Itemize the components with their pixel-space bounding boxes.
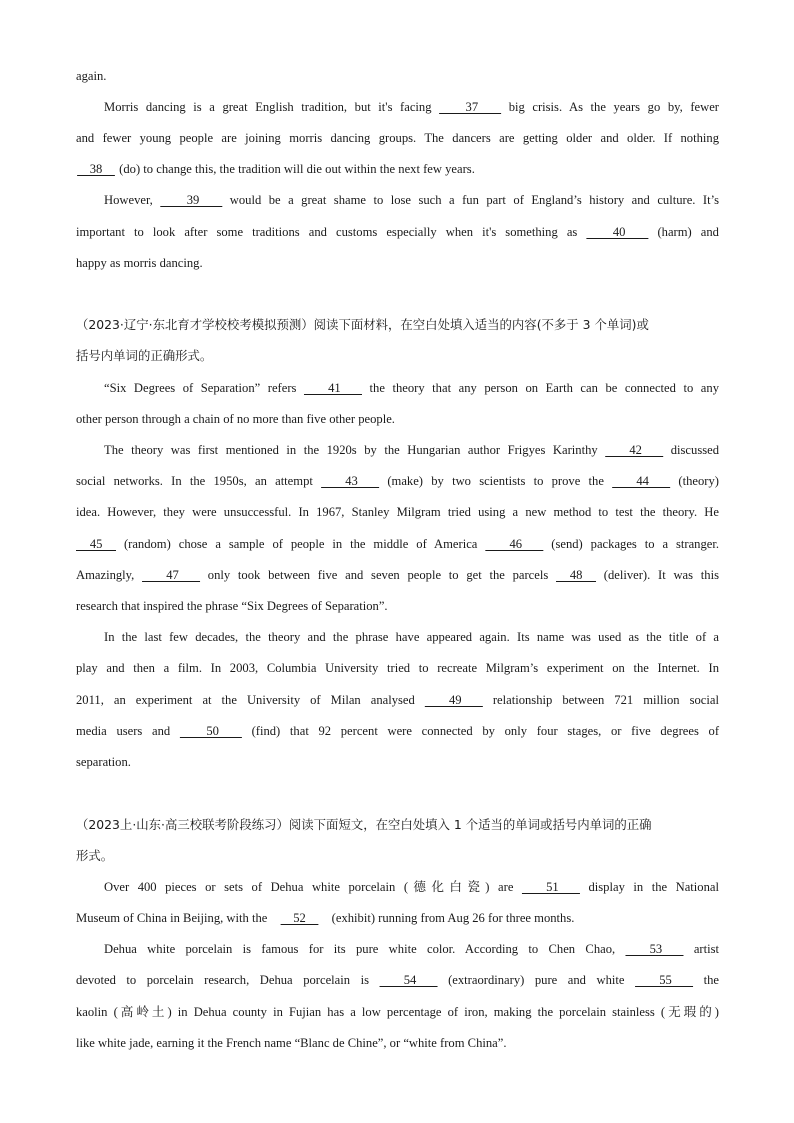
text: display in the National xyxy=(588,880,719,894)
blank-41[interactable]: 41 xyxy=(303,381,362,395)
text: important to look after some traditions and customs especially when it's something as xyxy=(76,225,578,239)
p2-para2-line1 xyxy=(104,442,719,458)
text: the xyxy=(703,973,719,987)
text: artist xyxy=(693,942,719,956)
text: (exhibit) running from Aug 26 for three months. xyxy=(331,911,575,925)
p1-para2-line2 xyxy=(76,224,719,240)
p2-para3-line5: separation. xyxy=(76,755,131,769)
blank-38[interactable]: 38 xyxy=(77,162,115,176)
text: (send) packages to a stranger. xyxy=(551,537,719,551)
text: The theory was first mentioned in the 1920s by the Hungarian author Frigyes Karinthy xyxy=(104,443,598,457)
text: the theory that any person on Earth can be connected to any xyxy=(369,381,719,395)
blank-55[interactable]: 55 xyxy=(635,973,694,987)
text: Dehua white porcelain is famous for its pure white color. According to Chen Chao, xyxy=(104,942,616,956)
text: (make) by two scientists to prove the xyxy=(387,474,604,488)
text: Amazingly, xyxy=(76,568,135,582)
p1-para2-line1 xyxy=(104,192,719,208)
blank-53[interactable]: 53 xyxy=(625,942,684,956)
text: would be a great shame to lose such a fun part of England’s history and culture. It’s xyxy=(229,193,719,207)
p2-para3-line4 xyxy=(76,723,719,739)
p1-para1-line1 xyxy=(104,99,719,115)
passage1-tail: again. xyxy=(76,69,107,83)
p2-para2-line4 xyxy=(76,536,719,552)
text: (deliver). It was this xyxy=(603,568,719,582)
p3-para2-line3: kaolin (高岭土) in Dehua county in Fujian has a low percentage of iron, making the porcelain stainless (无瑕的) xyxy=(76,1005,719,1019)
blank-51[interactable]: 51 xyxy=(521,880,580,894)
blank-45[interactable]: 45 xyxy=(76,537,116,551)
passage2-heading-line1: （2023·辽宁·东北育才学校校考模拟预测）阅读下面材料，在空白处填入适当的内容(不多于 3 个单词)或 xyxy=(76,317,649,332)
p2-para2-line2 xyxy=(76,473,719,489)
blank-48[interactable]: 48 xyxy=(556,568,597,582)
p2-para3-line2: play and then a film. In 2003, Columbia University tried to recreate Milgram’s experiment on the Internet. In xyxy=(76,661,719,675)
text: “Six Degrees of Separation” refers xyxy=(104,381,297,395)
text: (harm) and xyxy=(657,225,719,239)
text: devoted to porcelain research, Dehua porcelain is xyxy=(76,973,369,987)
text: Morris dancing is a great English tradition, but it's facing xyxy=(104,100,432,114)
blank-52[interactable]: 52 xyxy=(280,911,319,925)
text: (find) that 92 percent were connected by only four stages, or five degrees of xyxy=(251,724,720,738)
p1-para2-line3: happy as morris dancing. xyxy=(76,256,203,270)
passage2-heading-line2: 括号内单词的正确形式。 xyxy=(76,348,213,363)
passage3-heading-line2: 形式。 xyxy=(76,848,114,863)
text: (theory) xyxy=(678,474,719,488)
blank-46[interactable]: 46 xyxy=(485,537,544,551)
text: only took between five and seven people to get the parcels xyxy=(207,568,549,582)
text: Museum of China in Beijing, with the xyxy=(76,911,268,925)
text: However, xyxy=(104,193,153,207)
blank-37[interactable]: 37 xyxy=(439,100,502,114)
p2-para3-line1: In the last few decades, the theory and the phrase have appeared again. Its name was used as the title of a xyxy=(104,630,719,644)
text: 2011, an experiment at the University of Milan analysed xyxy=(76,693,415,707)
text: social networks. In the 1950s, an attempt xyxy=(76,474,313,488)
p2-para2-line5 xyxy=(76,567,719,583)
p1-para1-line2: and fewer young people are joining morris dancing groups. The dancers are getting older and older. If nothing xyxy=(76,131,719,145)
text: discussed xyxy=(670,443,720,457)
p3-para2-line2 xyxy=(76,972,719,988)
p2-para3-line3 xyxy=(76,692,719,708)
text: (random) chose a sample of people in the middle of America xyxy=(123,537,478,551)
text: (extraordinary) pure and white xyxy=(448,973,625,987)
text: relationship between 721 million social xyxy=(492,693,719,707)
p2-para2-line3: idea. However, they were unsuccessful. In 1967, Stanley Milgram tried using a new method to test the theory. He xyxy=(76,505,719,519)
p2-para1-line1 xyxy=(104,380,719,396)
text: big crisis. As the years go by, fewer xyxy=(508,100,719,114)
text: media users and xyxy=(76,724,171,738)
blank-40[interactable]: 40 xyxy=(586,225,649,239)
blank-50[interactable]: 50 xyxy=(179,724,242,738)
p2-para2-line6: research that inspired the phrase “Six Degrees of Separation”. xyxy=(76,599,388,613)
blank-44[interactable]: 44 xyxy=(612,474,671,488)
blank-47[interactable]: 47 xyxy=(142,568,201,582)
p1-para1-line3 xyxy=(76,161,719,177)
p2-para1-line2: other person through a chain of no more than five other people. xyxy=(76,412,395,426)
p3-para1-line1 xyxy=(104,879,719,895)
blank-49[interactable]: 49 xyxy=(424,693,483,707)
blank-43[interactable]: 43 xyxy=(321,474,380,488)
text: Over 400 pieces or sets of Dehua white porcelain (德化白瓷) are xyxy=(104,880,514,894)
passage3-heading-line1: （2023上·山东·高三校联考阶段练习）阅读下面短文，在空白处填入 1 个适当的单词或括号内单词的正确 xyxy=(76,817,652,832)
p3-para2-line1 xyxy=(104,941,719,957)
p3-para1-line2 xyxy=(76,910,719,926)
blank-54[interactable]: 54 xyxy=(379,973,438,987)
text: (do) to change this, the tradition will die out within the next few years. xyxy=(119,162,475,176)
blank-39[interactable]: 39 xyxy=(160,193,223,207)
p3-para2-line4: like white jade, earning it the French name “Blanc de Chine”, or “white from China”. xyxy=(76,1036,507,1050)
blank-42[interactable]: 42 xyxy=(605,443,664,457)
